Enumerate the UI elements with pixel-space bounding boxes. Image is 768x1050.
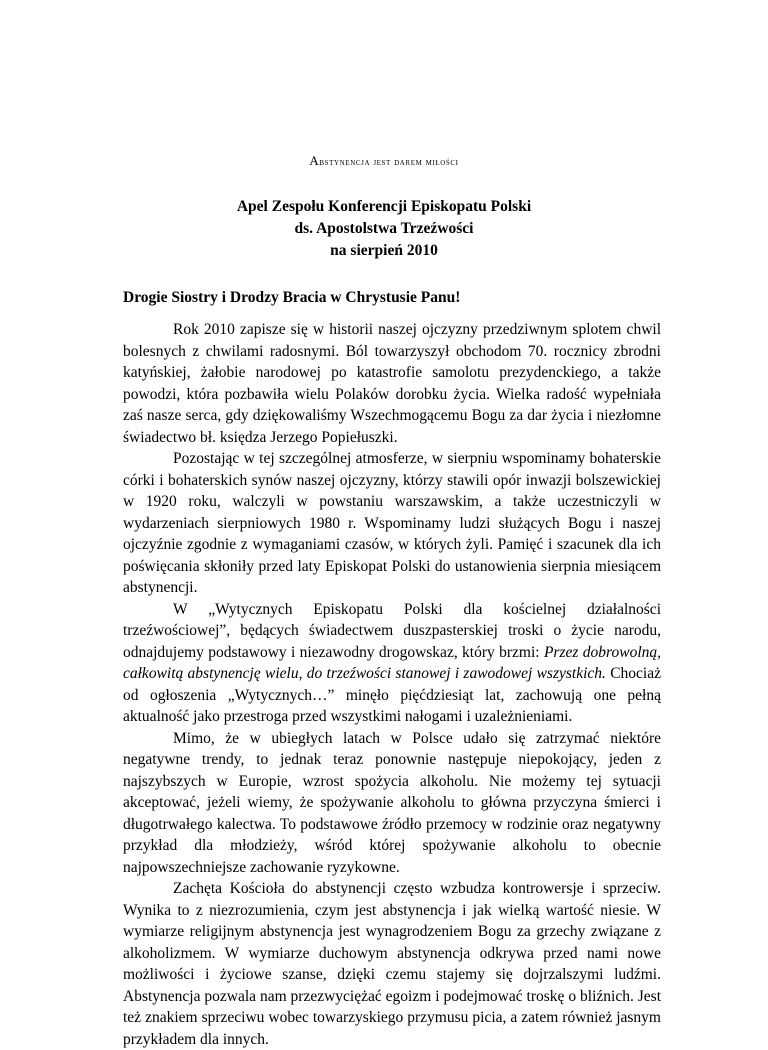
heading-line-2: ds. Apostolstwa Trzeźwości <box>294 220 474 237</box>
paragraph-3-quote: Przez dobrowolną, całkowitą abstynencję wielu, do trzeźwości stanowej i zawodowej wszystkich. <box>123 643 662 682</box>
document-title-rest: bstynencja jest darem miłości <box>319 157 459 168</box>
document-title-initial: A <box>309 153 320 168</box>
body-text <box>123 319 661 1050</box>
paragraph-2: Pozostając w tej szczególnej atmosferze, w sierpniu wspominamy bohaterskie córki i bohaterskich synów naszej ojczyzny, którzy stawili opór inwazji bolszewickiej w 1920 roku, walczyli w powstaniu warszawskim, a także uczestniczyli w wydarzeniach sierpniowych 1980 r. Wspominamy ludzi służących Bogu i naszej ojczyźnie zgodnie z wymaganiami czasów, w których żyli. Pamięć i szacunek dla ich poświęcania skłoniły przed laty Episkopat Polski do ustanowienia sierpnia miesiącem abstynencji. <box>123 450 661 596</box>
paragraph-4: Mimo, że w ubiegłych latach w Polsce udało się zatrzymać niektóre negatywne trendy, to jednak teraz ponownie następuje niepokojący, jeden z najszybszych w Europie, wzrost spożycia alkoholu. Nie możemy tej sytuacji akceptować, jeżeli wiemy, że spożywanie alkoholu to główna przyczyna śmierci i długotrwałego kalectwa. To podstawowe źródło przemocy w rodzinie oraz negatywny przykład dla młodzieży, wśród której spożywanie alkoholu to obecnie najpowszechniejsze zachowanie ryzykowne. <box>123 729 661 876</box>
document-title <box>0 153 768 169</box>
greeting: Drogie Siostry i Drodzy Bracia w Chrystusie Panu! <box>123 289 461 306</box>
heading-line-3: na sierpień 2010 <box>330 242 438 259</box>
paragraph-3-end: Chociaż od ogłoszenia „Wytycznych…” minęło pięćdziesiąt lat, zachowują one pełną aktualność jako przestroga przed wszystkimi nałogami i uzależnieniami. <box>123 665 661 725</box>
paragraph-1: Rok 2010 zapisze się w historii naszej ojczyzny przedziwnym splotem chwil bolesnych z chwilami radosnymi. Ból towarzyszył obchodom 70. rocznicy zbrodni katyńskiej, żałobie narodowej po katastrofie samolotu prezydenckiego, a także powodzi, która pozbawiła wielu Polaków dorobku życia. Wielka radość wypełniała zaś nasze serca, gdy dziękowaliśmy Wszechmogącemu Bogu za dar życia i niezłomne świadectwo bł. księdza Jerzego Popiełuszki. <box>123 321 661 446</box>
document-heading <box>0 196 768 262</box>
paragraph-3-start: W „Wytycznych Episkopatu Polski dla kościelnej działalności trzeźwościowej”, będących świadectwem duszpasterskiej troski o życie narodu, odnajdujemy podstawowy i niezawodny drogowskaz, który brzmi: <box>123 600 661 661</box>
paragraph-3 <box>123 599 661 728</box>
paragraph-5: Zachęta Kościoła do abstynencji często wzbudza kontrowersje i sprzeciw. Wynika to z niezrozumienia, czym jest abstynencja i jak wielką wartość niesie. W wymiarze religijnym abstynencja jest wynagrodzeniem Bogu za grzechy związane z alkoholizmem. W wymiarze duchowym abstynencja odkrywa przed nami nowe możliwości i życiowe szanse, dzięki czemu stajemy się dojrzalszymi ludźmi. Abstynencja pozwala nam przezwyciężać egoizm i podejmować troskę o bliźnich. Jest też znakiem sprzeciwu wobec towarzyskiego przymusu picia, a zatem również jasnym przykładem dla innych. <box>123 880 661 1048</box>
heading-line-1: Apel Zespołu Konferencji Episkopatu Polski <box>236 198 532 215</box>
